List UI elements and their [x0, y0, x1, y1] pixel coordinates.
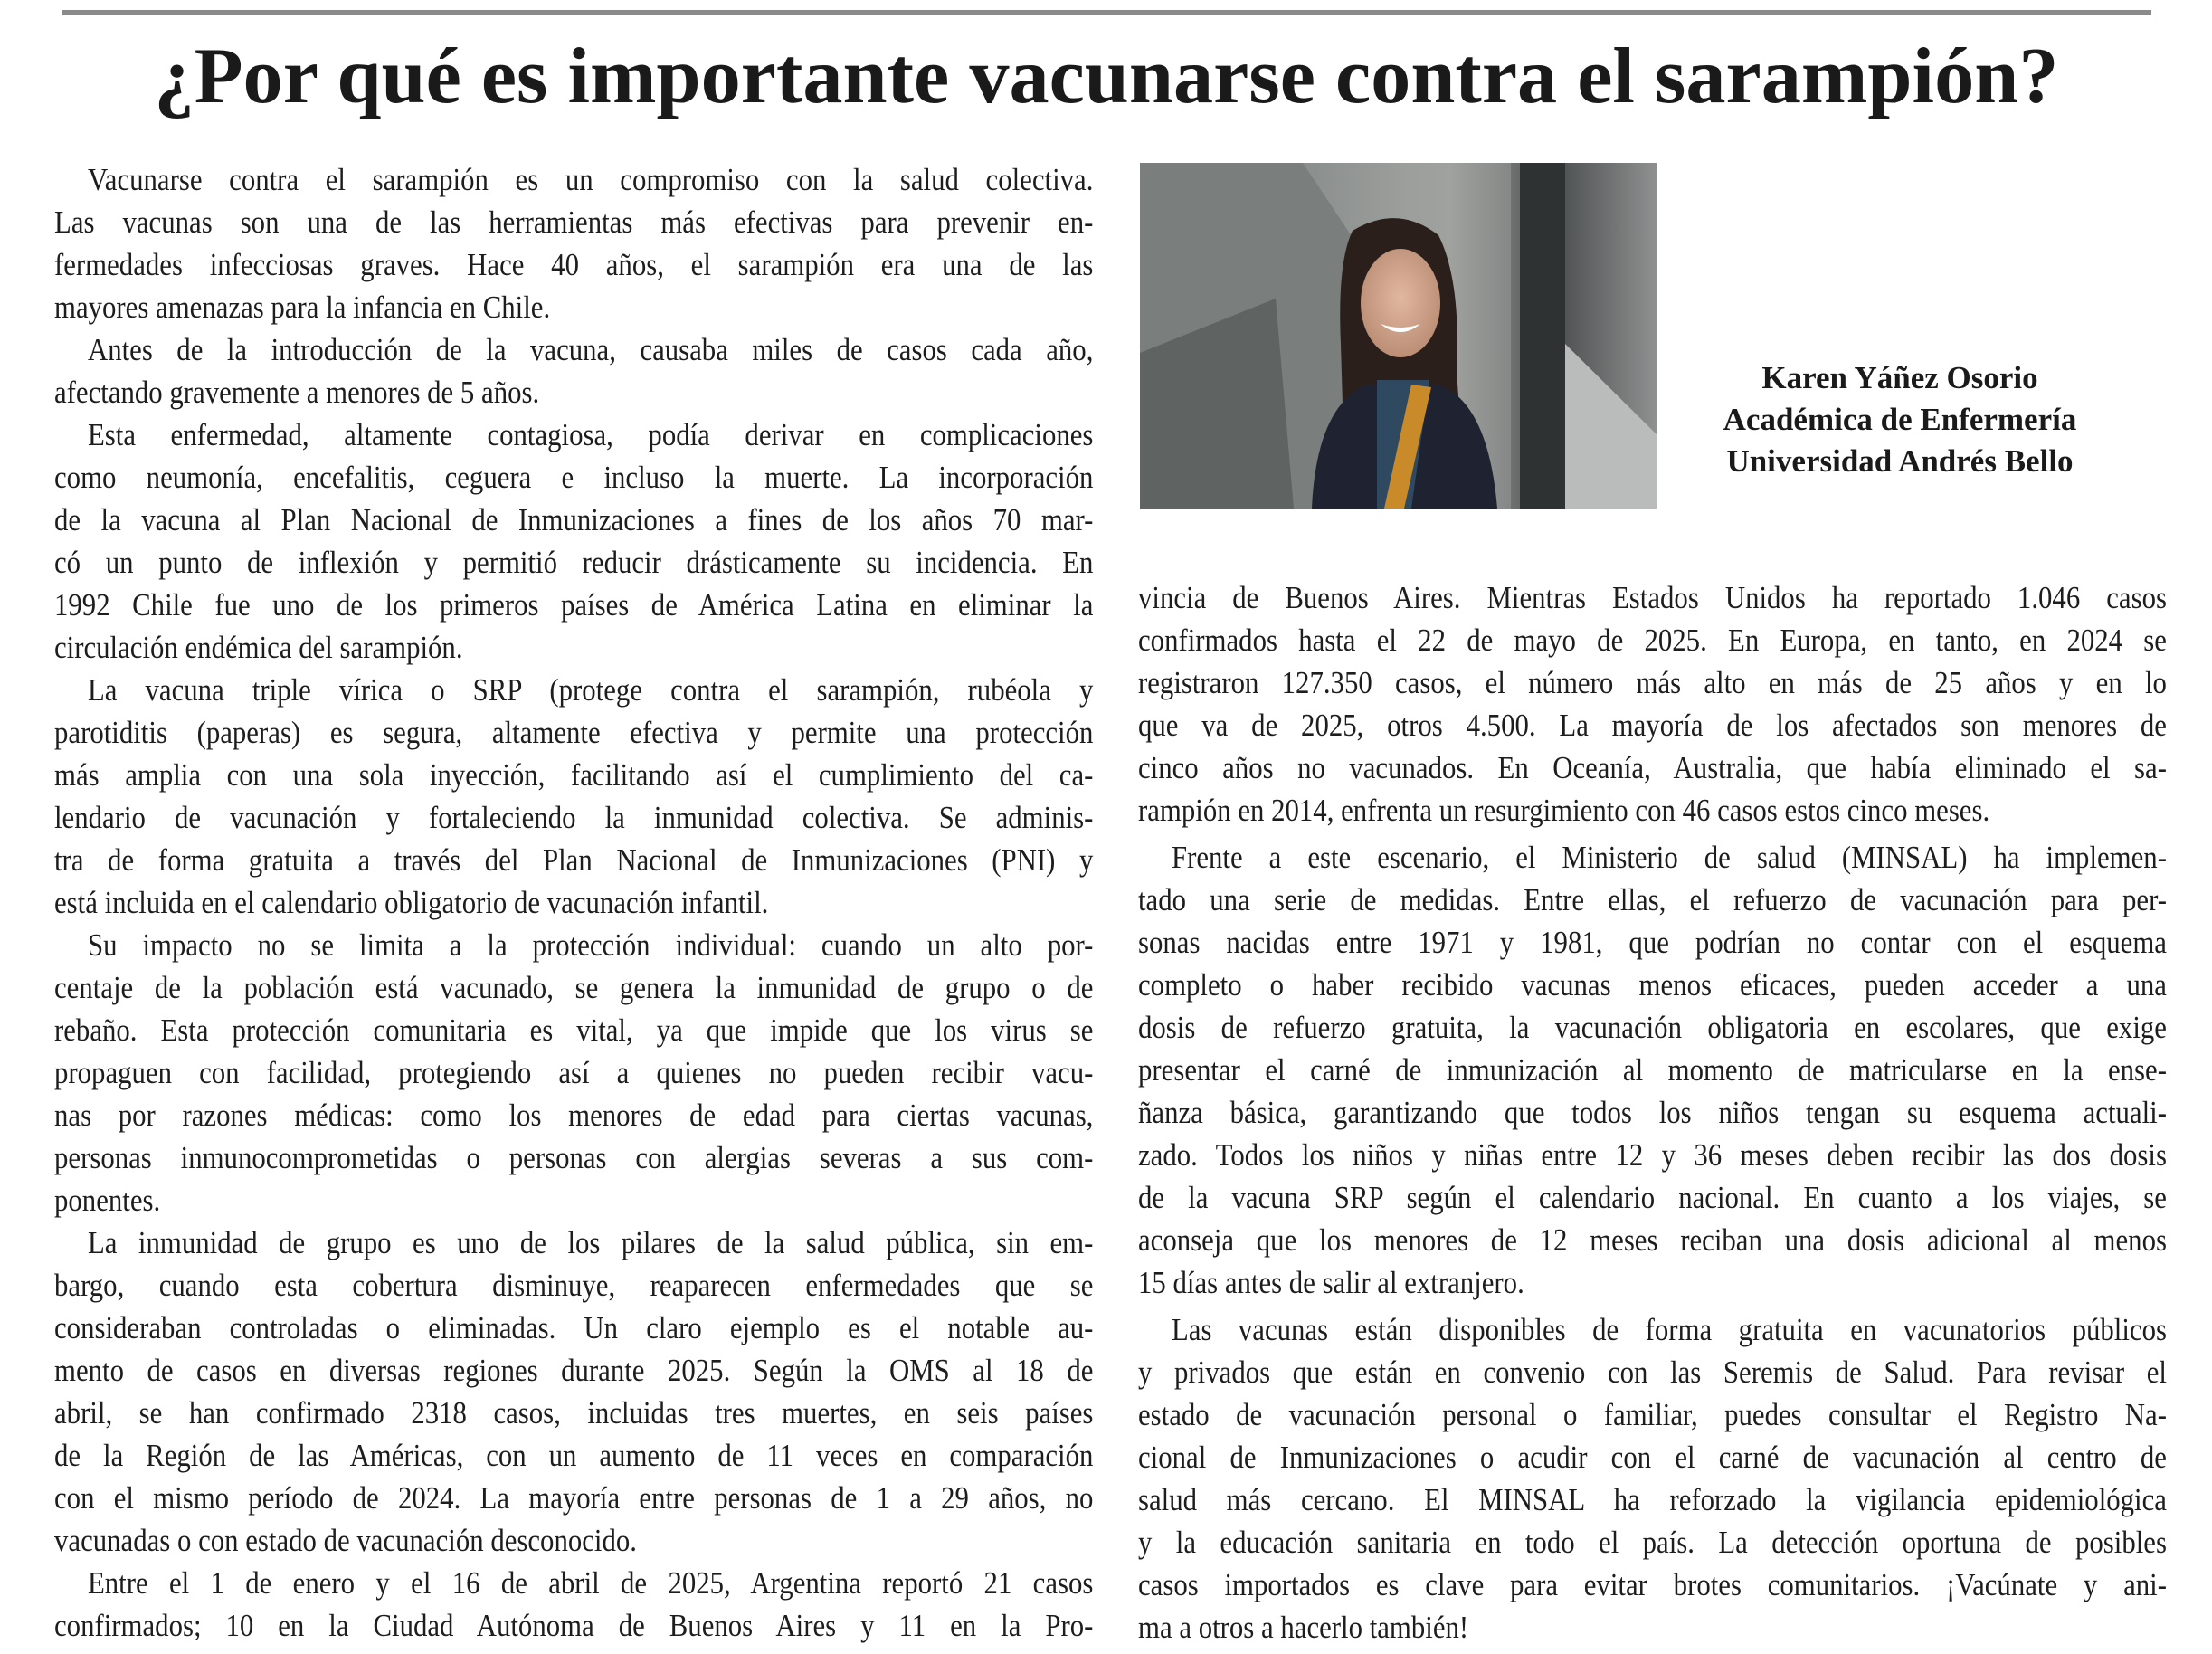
text-line: presentar el carné de inmunización al momento de matricularse en la ense- [1138, 1052, 2167, 1088]
text-line: ponentes. [54, 1183, 161, 1218]
text-line: como neumonía, encefalitis, ceguera e incluso la muerte. La incorporación [54, 460, 1094, 495]
text-line: tado una serie de medidas. Entre ellas, el refuerzo de vacunación para per- [1138, 882, 2167, 917]
text-line: ñanza básica, garantizando que todos los niños tengan su esquema actuali- [1138, 1095, 2167, 1130]
text-line: Entre el 1 de enero y el 16 de abril de 2025, Argentina reportó 21 casos [87, 1565, 1094, 1601]
text-line: salud más cercano. El MINSAL ha reforzado la vigilancia epidemiológica [1138, 1482, 2167, 1517]
text-line: cional de Inmunizaciones o acudir con el carné de vacunación al centro de [1138, 1440, 2167, 1475]
text-line: confirmados hasta el 22 de mayo de 2025. En Europa, en tanto, en 2024 se [1138, 623, 2167, 658]
text-line: abril, se han confirmado 2318 casos, incluidas tres muertes, en seis países [54, 1395, 1094, 1431]
author-portrait-photo [1140, 163, 1657, 509]
text-line: cinco años no vacunados. En Oceanía, Australia, que había eliminado el sa- [1138, 750, 2167, 785]
text-line: tra de forma gratuita a través del Plan Nacional de Inmunizaciones (PNI) y [54, 842, 1094, 878]
text-line: Vacunarse contra el sarampión es un compromiso con la salud colectiva. [87, 162, 1094, 197]
left-text-column [54, 158, 1093, 1647]
text-line: de la Región de las Américas, con un aumento de 11 veces en comparación [54, 1438, 1094, 1473]
author-institution: Universidad Andrés Bello [1726, 443, 2074, 479]
text-line: circulación endémica del sarampión. [54, 630, 463, 665]
text-line: ma a otros a hacerlo también! [1138, 1610, 1469, 1645]
text-line: Su impacto no se limita a la protección individual: cuando un alto por- [87, 927, 1094, 963]
text-line: zado. Todos los niños y niñas entre 12 y 36 meses deben recibir las dos dosis [1138, 1137, 2167, 1173]
text-line: rampión en 2014, enfrenta un resurgimiento con 46 casos estos cinco meses. [1138, 793, 1990, 828]
paragraph [54, 328, 1093, 414]
text-line: vacunadas o con estado de vacunación desconocido. [54, 1523, 637, 1558]
paragraph [54, 414, 1093, 669]
paragraph [54, 1221, 1093, 1562]
text-line: completo o haber recibido vacunas menos eficaces, pueden acceder a una [1138, 967, 2167, 1003]
text-line: propaguen con facilidad, protegiendo así a quienes no pueden recibir vacu- [54, 1055, 1094, 1090]
text-line: sonas nacidas entre 1971 y 1981, que podrían no contar con el esquema [1138, 925, 2167, 960]
text-line: aconseja que los menores de 12 meses reciban una dosis adicional al menos [1138, 1222, 2167, 1258]
text-line: mento de casos en diversas regiones durante 2025. Según la OMS al 18 de [54, 1353, 1094, 1388]
text-line: de la vacuna al Plan Nacional de Inmunizaciones a fines de los años 70 mar- [54, 502, 1094, 537]
text-line: có un punto de inflexión y permitió reducir drásticamente su incidencia. En [54, 545, 1094, 580]
paragraph [1138, 1308, 2167, 1649]
text-line: Frente a este escenario, el Ministerio de salud (MINSAL) ha implemen- [1171, 840, 2167, 875]
author-caption [1674, 357, 2126, 482]
author-role: Académica de Enfermería [1723, 402, 2077, 437]
text-line: afectando gravemente a menores de 5 años. [54, 375, 540, 410]
paragraph [1138, 576, 2167, 832]
text-line: Antes de la introducción de la vacuna, causaba miles de casos cada año, [87, 332, 1094, 367]
paragraph [1138, 836, 2167, 1304]
text-line: Las vacunas son una de las herramientas más efectivas para prevenir en- [54, 204, 1094, 240]
text-line: casos importados es clave para evitar brotes comunitarios. ¡Vacúnate y ani- [1138, 1567, 2167, 1602]
text-line: centaje de la población está vacunado, se genera la inmunidad de grupo o de [54, 970, 1094, 1005]
paragraph [54, 669, 1093, 924]
author-name: Karen Yáñez Osorio [1761, 360, 2038, 395]
text-line: registraron 127.350 casos, el número más alto en más de 25 años y en lo [1138, 665, 2167, 700]
text-line: con el mismo período de 2024. La mayoría entre personas de 1 a 29 años, no [54, 1480, 1094, 1516]
text-line: de la vacuna SRP según el calendario nacional. En cuanto a los viajes, se [1138, 1180, 2167, 1215]
paragraph [54, 924, 1093, 1221]
text-line: La vacuna triple vírica o SRP (protege contra el sarampión, rubéola y [87, 672, 1094, 708]
text-line: Esta enfermedad, altamente contagiosa, podía derivar en complicaciones [87, 417, 1094, 452]
text-line: 1992 Chile fue uno de los primeros países de América Latina en eliminar la [54, 587, 1094, 623]
article-headline: ¿Por qué es importante vacunarse contra el sarampión? [153, 33, 2058, 120]
portrait-photo-icon [1140, 163, 1657, 509]
text-line: y privados que están en convenio con las Seremis de Salud. Para revisar el [1138, 1355, 2167, 1390]
text-line: lendario de vacunación y fortaleciendo la inmunidad colectiva. Se adminis- [54, 800, 1094, 835]
text-line: está incluida en el calendario obligatorio de vacunación infantil. [54, 885, 769, 920]
text-line: rebaño. Esta protección comunitaria es vital, ya que impide que los virus se [54, 1012, 1094, 1048]
headline-container [0, 27, 2212, 127]
text-line: confirmados; 10 en la Ciudad Autónoma de Buenos Aires y 11 en la Pro- [54, 1608, 1094, 1643]
text-line: dosis de refuerzo gratuita, la vacunación obligatoria en escolares, que exige [1138, 1010, 2167, 1045]
text-line: consideraban controladas o eliminadas. Un claro ejemplo es el notable au- [54, 1310, 1094, 1345]
text-line: vincia de Buenos Aires. Mientras Estados Unidos ha reportado 1.046 casos [1138, 580, 2167, 615]
text-line: más amplia con una sola inyección, facilitando así el cumplimiento del ca- [54, 757, 1094, 793]
text-line: estado de vacunación personal o familiar, puedes consultar el Registro Na- [1138, 1397, 2167, 1432]
text-line: parotiditis (paperas) es segura, altamente efectiva y permite una protección [54, 715, 1094, 750]
text-line: Las vacunas están disponibles de forma gratuita en vacunatorios públicos [1171, 1312, 2167, 1347]
text-line: La inmunidad de grupo es uno de los pilares de la salud pública, sin em- [87, 1225, 1094, 1260]
text-line: 15 días antes de salir al extranjero. [1138, 1265, 1524, 1300]
text-line: nas por razones médicas: como los menores de edad para ciertas vacunas, [54, 1098, 1094, 1133]
top-rule-divider [62, 10, 2151, 15]
text-line: que va de 2025, otros 4.500. La mayoría de los afectados son menores de [1138, 708, 2167, 743]
text-line: fermedades infecciosas graves. Hace 40 años, el sarampión era una de las [54, 247, 1094, 282]
text-line: personas inmunocomprometidas o personas con alergias severas a sus com- [54, 1140, 1094, 1175]
text-line: mayores amenazas para la infancia en Chile. [54, 290, 551, 325]
text-line: bargo, cuando esta cobertura disminuye, reaparecen enfermedades que se [54, 1268, 1094, 1303]
text-line: y la educación sanitaria en todo el país. La detección oportuna de posibles [1138, 1525, 2167, 1560]
right-text-column [1138, 576, 2167, 1649]
paragraph [54, 1562, 1093, 1647]
paragraph [54, 158, 1093, 328]
